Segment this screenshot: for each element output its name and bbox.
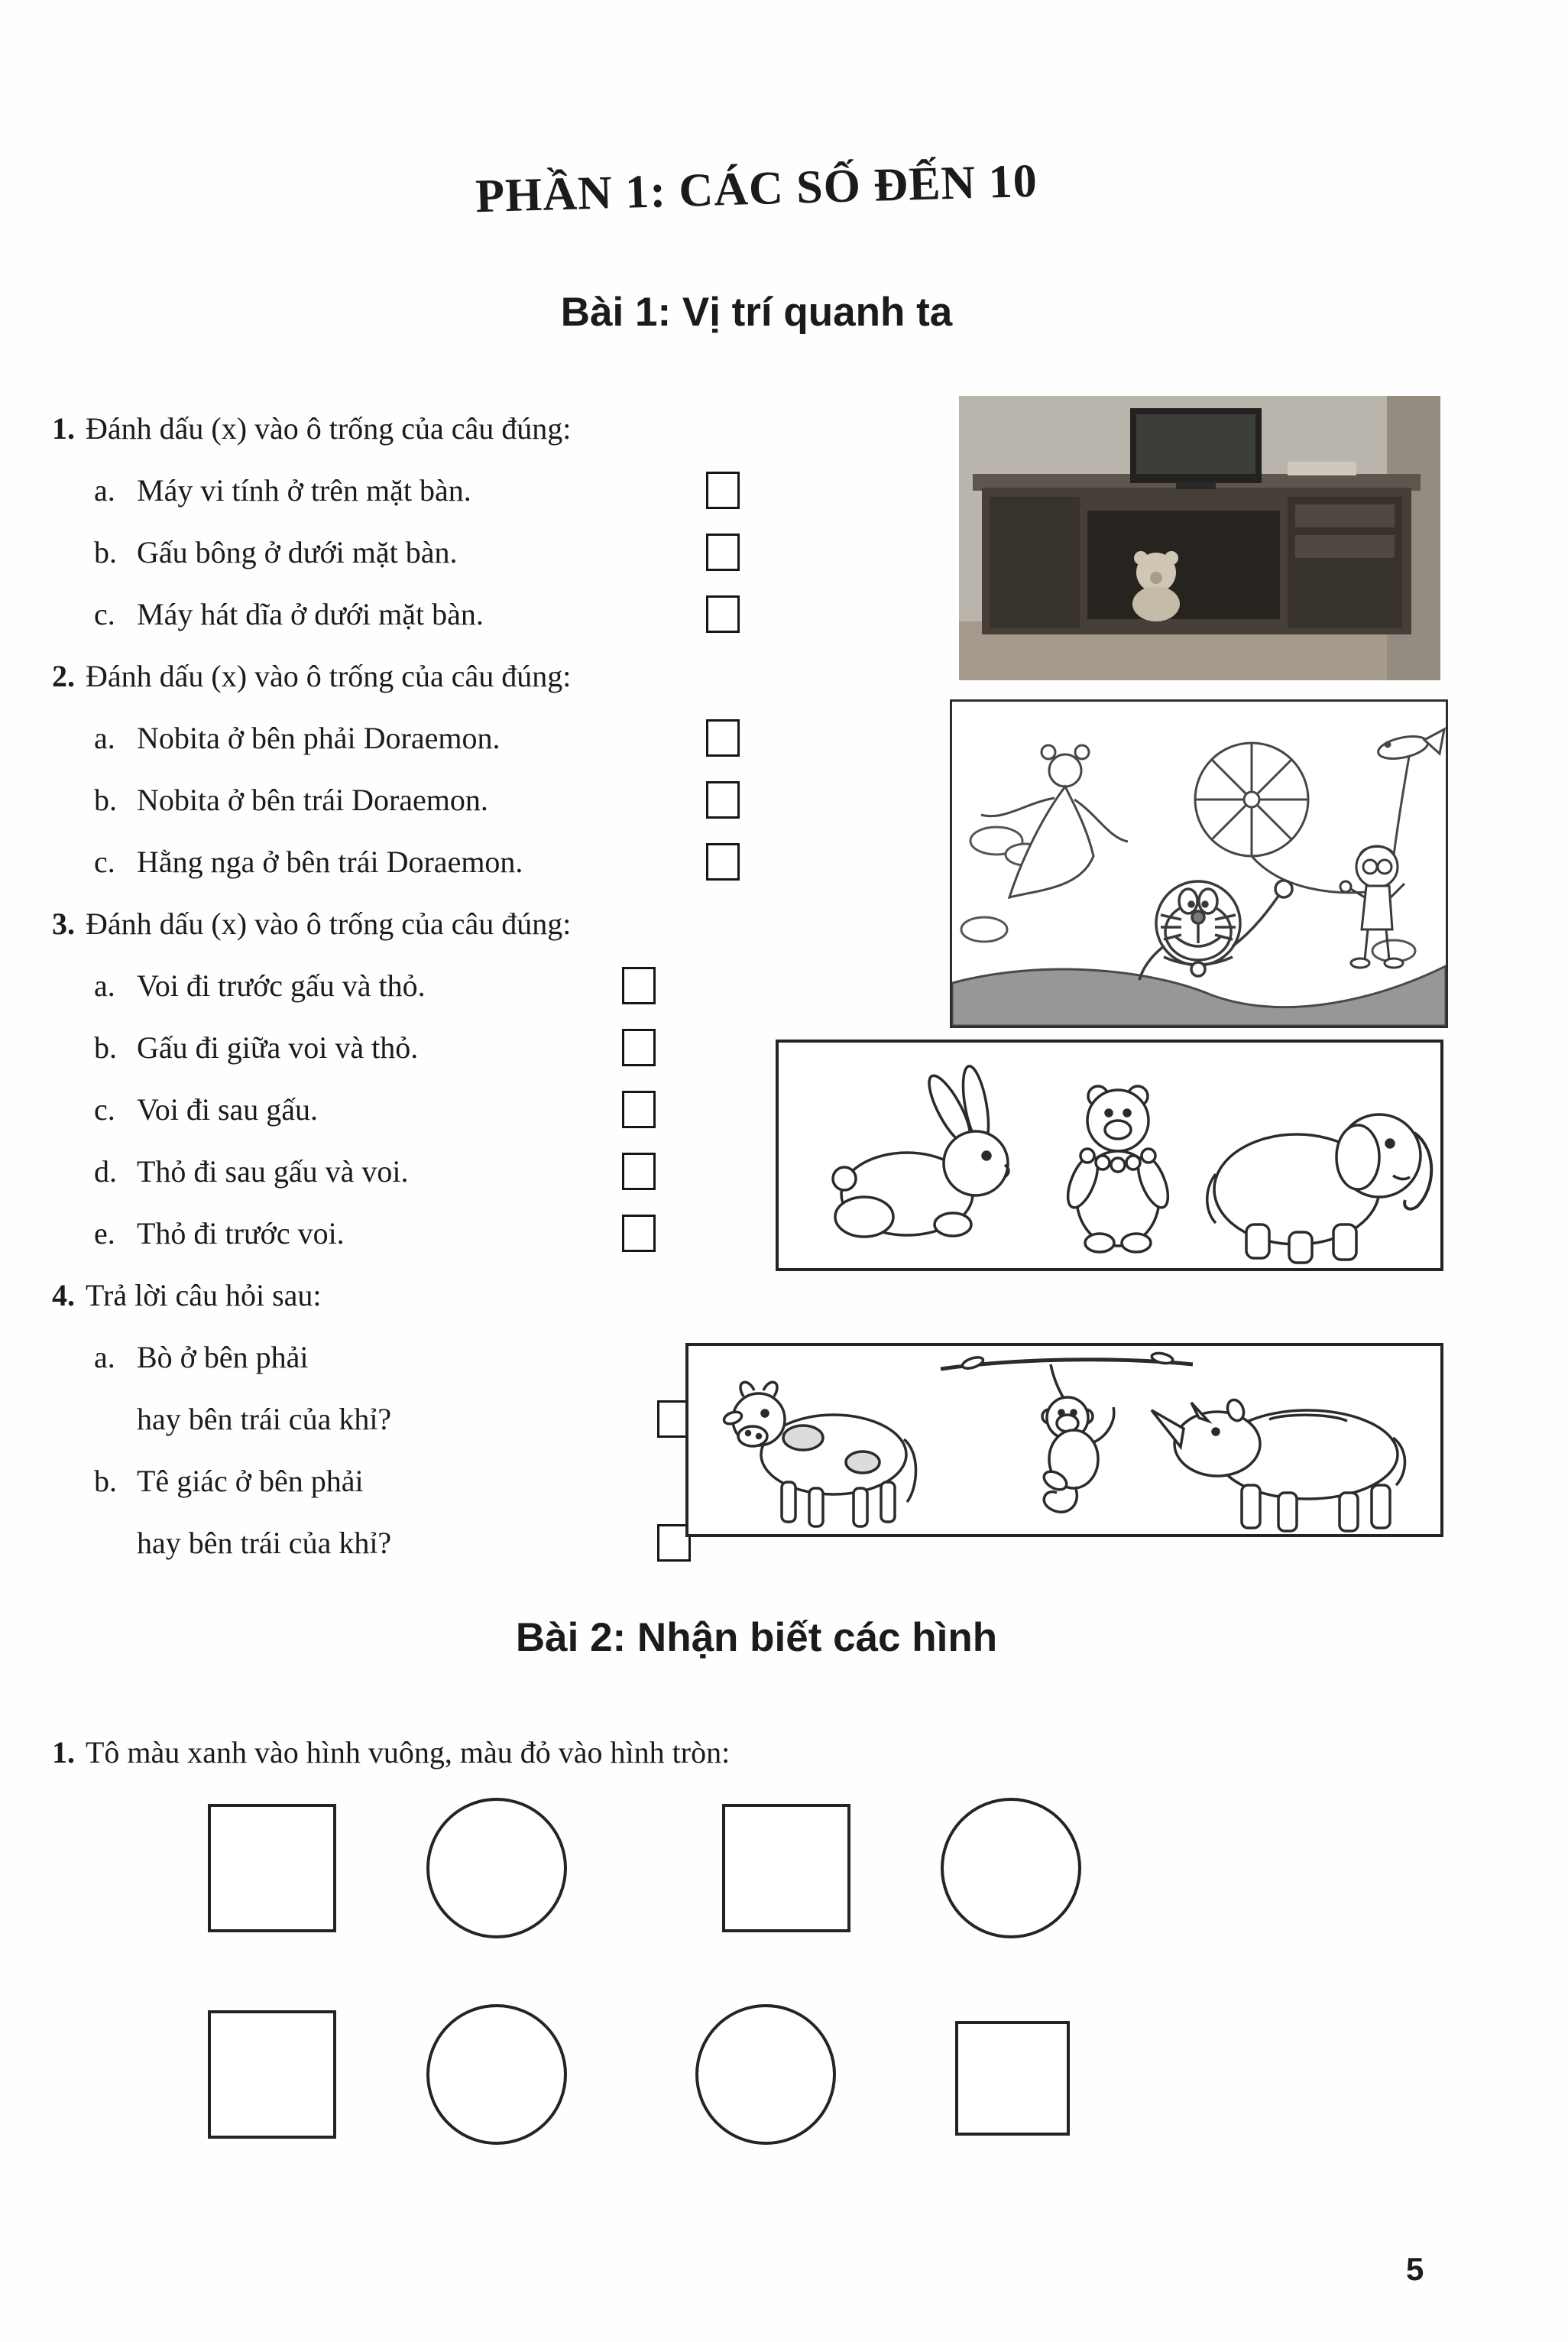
option-text: Voi đi trước gấu và thỏ. [137, 968, 426, 1003]
question-number: 1. [52, 1735, 75, 1769]
answer-checkbox[interactable] [706, 843, 740, 881]
option-label: c. [94, 596, 115, 631]
square-shape[interactable] [722, 1804, 850, 1932]
q3-option-a [52, 955, 656, 1017]
circle-shape[interactable] [941, 1798, 1081, 1938]
circle-shape[interactable] [695, 2004, 836, 2145]
question-text: Đánh dấu (x) vào ô trống của câu đúng: [86, 906, 572, 941]
lesson-1-title: Bài 1: Vị trí quanh ta [560, 290, 953, 335]
question-number: 4. [52, 1277, 75, 1312]
option-label: b. [94, 1030, 117, 1065]
option-text: Thỏ đi sau gấu và voi. [137, 1153, 409, 1189]
q1-option-a [52, 459, 740, 521]
circle-shape[interactable] [426, 2004, 567, 2145]
option-text: Thỏ đi trước voi. [137, 1215, 345, 1250]
page-number: 5 [1406, 2251, 1424, 2287]
q3-option-b [52, 1017, 656, 1079]
doraemon-nobita-hang-nga-illustration [950, 699, 1448, 1028]
option-label: a. [94, 968, 115, 1003]
part-title: PHẦN 1: CÁC SỐ ĐẾN 10 [475, 154, 1038, 223]
square-shape[interactable] [208, 2010, 336, 2139]
answer-checkbox[interactable] [706, 719, 740, 757]
q2-option-c [52, 831, 740, 893]
answer-checkbox[interactable] [706, 781, 740, 819]
option-text: Nobita ở bên trái Doraemon. [137, 782, 488, 817]
option-text: Bò ở bên phải [137, 1339, 309, 1374]
option-label: a. [94, 472, 115, 508]
q2-option-a [52, 707, 740, 769]
answer-checkbox[interactable] [622, 967, 656, 1004]
answer-checkbox[interactable] [622, 1153, 656, 1190]
option-label: c. [94, 844, 115, 879]
question-text: Tô màu xanh vào hình vuông, màu đỏ vào hình tròn: [86, 1735, 731, 1769]
shapes-row-2 [208, 2004, 1070, 2145]
square-shape[interactable] [208, 1804, 336, 1932]
question-text: Trả lời câu hỏi sau: [86, 1277, 322, 1312]
option-text: Máy vi tính ở trên mặt bàn. [137, 472, 471, 508]
circle-shape[interactable] [426, 1798, 567, 1938]
question-text: Đánh dấu (x) vào ô trống của câu đúng: [86, 410, 572, 446]
q3-option-e [52, 1202, 656, 1264]
question-3-prompt [52, 893, 961, 955]
option-text: Gấu bông ở dưới mặt bàn. [137, 534, 458, 569]
q3-option-d [52, 1140, 656, 1202]
question-number: 1. [52, 410, 75, 446]
answer-checkbox[interactable] [622, 1215, 656, 1252]
option-text: hay bên trái của khỉ? [137, 1401, 392, 1436]
q4-option-b-line2 [52, 1512, 691, 1574]
option-text: Gấu đi giữa voi và thỏ. [137, 1030, 419, 1065]
rabbit-bear-elephant-illustration [776, 1040, 1443, 1271]
option-label: d. [94, 1153, 117, 1189]
option-label: b. [94, 1463, 117, 1498]
answer-checkbox[interactable] [706, 534, 740, 571]
q3-option-c [52, 1079, 656, 1140]
option-text: Máy hát dĩa ở dưới mặt bàn. [137, 596, 484, 631]
question-number: 2. [52, 658, 75, 693]
option-label: e. [94, 1215, 115, 1250]
option-label: a. [94, 720, 115, 755]
option-text: hay bên trái của khỉ? [137, 1525, 392, 1560]
question-2-prompt [52, 645, 961, 707]
computer-desk-teddy-photo [959, 396, 1440, 680]
option-text: Tê giác ở bên phải [137, 1463, 364, 1498]
q2-option-b [52, 769, 740, 831]
option-label: a. [94, 1339, 115, 1374]
question-text: Đánh dấu (x) vào ô trống của câu đúng: [86, 658, 572, 693]
lesson2-question-1 [52, 1721, 1122, 1783]
q1-option-c [52, 583, 740, 645]
answer-checkbox[interactable] [706, 595, 740, 633]
option-label: b. [94, 534, 117, 569]
q4-option-a-line2 [52, 1388, 691, 1450]
lesson-2-title: Bài 2: Nhận biết các hình [515, 1615, 998, 1660]
question-number: 3. [52, 906, 75, 941]
question-4-prompt [52, 1264, 961, 1326]
answer-checkbox[interactable] [622, 1029, 656, 1066]
answer-checkbox[interactable] [622, 1091, 656, 1128]
q1-option-b [52, 521, 740, 583]
shapes-row-1 [208, 1798, 1081, 1938]
option-text: Nobita ở bên phải Doraemon. [137, 720, 501, 755]
option-label: b. [94, 782, 117, 817]
question-1-prompt [52, 397, 961, 459]
cow-monkey-rhino-illustration [685, 1343, 1443, 1537]
option-text: Hằng nga ở bên trái Doraemon. [137, 844, 523, 879]
option-text: Voi đi sau gấu. [137, 1092, 319, 1127]
square-shape[interactable] [955, 2021, 1070, 2136]
answer-checkbox[interactable] [706, 472, 740, 509]
option-label: c. [94, 1092, 115, 1127]
